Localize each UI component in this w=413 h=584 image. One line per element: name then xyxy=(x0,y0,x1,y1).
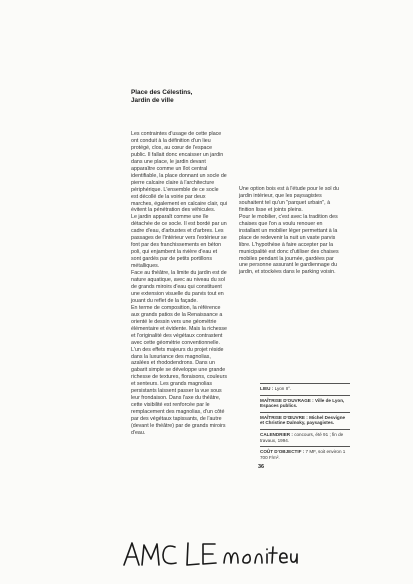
paragraph: Les contraintes d'usage de cette place ont conduit à la définition d'un lieu protégé, clos, au cœur de l'espace public. Il fallait donc encaisser un jardin dans une place, le jardin devant apparaître comme un îlot central identifiable, la place donnant un socle de pierre calcaire claire à l'architecture périphérique. L'ensemble de ce socle est décollé de la voirie par deux marches, également en calcaire clair, qui évitent la pénétration des véhicules. xyxy=(131,131,227,214)
paragraph: Une option bois est à l'étude pour le sol du jardin intérieur, que les paysagistes souhaitent tel qu'un "parquet urbain", à finition lisse et joints pleins. xyxy=(239,186,339,213)
info-calendrier: CALENDRIER : concours, été 91 ; fin de travaux, 1994. xyxy=(260,431,344,443)
divider xyxy=(260,395,350,396)
paragraph: Le jardin apparaît comme une île détachée de ce socle. Il est bordé par un cadre d'eau, d'arbustes et d'arbres. Les passages de l'intérieur vers l'extérieur se font par des franchissements en béton poli, qui enjambent la rivière d'eau et sont gardés par de petits portillons métalliques. xyxy=(131,214,227,270)
info-cout: COÛT D'OBJECTIF : 7 MF, soit environ 1 700 F/m². xyxy=(260,449,346,460)
article-title xyxy=(131,89,231,105)
divider xyxy=(260,429,350,430)
page-number: 36 xyxy=(258,464,265,470)
paragraph: En terme de composition, la référence aux grands patios de la Renaissance a orienté le dessin vers une géométrie élémentaire et évidente. Mais la richesse et l'originalité des végétaux contrastent avec cette géométrie conventionnelle. L'un des effets majeurs du projet réside dans la luxuriance des magnolias, azalées et rhododendrons. Dans un gabarit simple se développe une grande richesse de textures, floraisons, couleurs et senteurs. Les grands magnolias persistants laissent passer la vue sous leur frondaison. Dans l'axe du théâtre, cette visibilité est renforcée par le remplacement des magnolias, d'un côté par des végétaux tapissants, de l'autre (devant le théâtre) par de grands miroirs d'eau. xyxy=(131,304,227,436)
info-maitrise-ouvrage: MAÎTRISE D'OUVRAGE : Ville de Lyon, Espaces publics. xyxy=(260,397,345,409)
divider xyxy=(260,383,350,384)
handwritten-signature xyxy=(120,535,300,571)
body-column-right xyxy=(239,186,342,276)
title-line-1: Place des Célestins, xyxy=(131,89,193,96)
paragraph: Pour le mobilier, c'est avec la tradition des chaises que l'on a voulu renouer en installant un mobilier léger permettant à la place de redevenir la nuit un vaste parvis libre. L'hypothèse à faire accepter par la municipalité est donc d'utiliser des chaises mobiles pendant la journée, gardées par une personne assurant le gardiennage du jardin, et stockées dans le parking voisin. xyxy=(239,213,339,276)
info-maitrise-oeuvre: MAÎTRISE D'ŒUVRE : Michel Desvigne et Christine Dalnoky, paysagistes. xyxy=(260,414,346,426)
title-line-2: Jardin de ville xyxy=(131,97,174,104)
divider xyxy=(260,412,350,413)
divider xyxy=(260,446,350,447)
body-column-left xyxy=(131,131,227,437)
paragraph: Face au théâtre, la limite du jardin est de nature aquatique, avec au niveau du sol de grands miroirs d'eau qui constituent une extension visuelle du parvis tout en jouant du reflet de la façade. xyxy=(131,270,227,304)
info-lieu: LIEU : Lyon II°. xyxy=(260,386,292,391)
project-info-box xyxy=(260,380,350,461)
